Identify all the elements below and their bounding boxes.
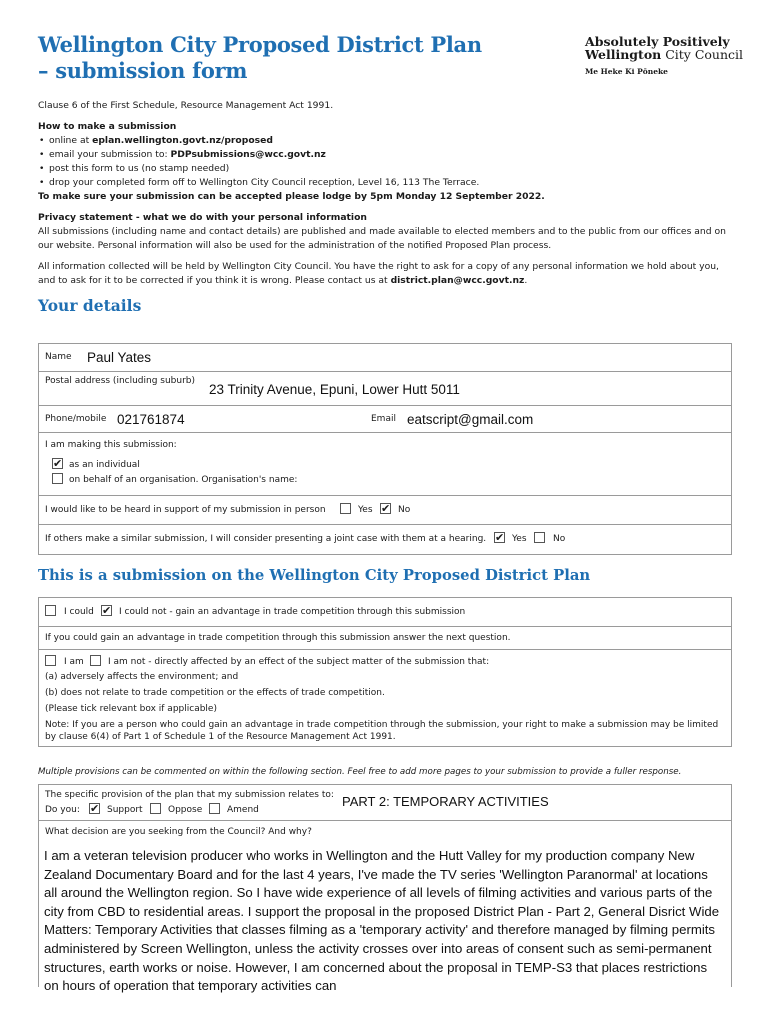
i-am-checkbox[interactable] [45, 655, 56, 666]
logo-line-2 [585, 48, 743, 61]
email-field[interactable]: eatscript@gmail.com [407, 412, 534, 427]
details-box [38, 343, 732, 555]
condition-b: (b) does not relate to trade competition or the effects of trade competition. [45, 688, 385, 698]
how-list [38, 134, 738, 190]
deadline-text: To make sure your submission can be accepted please lodge by 5pm Monday 12 September 2022. [38, 191, 545, 202]
checkmark-icon: ✔ [90, 802, 100, 815]
specific-provision-field[interactable]: PART 2: TEMPORARY ACTIVITIES [342, 794, 549, 809]
making-label: I am making this submission: [45, 440, 177, 450]
i-am-not-checkbox[interactable] [90, 655, 101, 666]
specific-provision-label: The specific provision of the plan that my submission relates to: [45, 790, 334, 800]
tick-note: (Please tick relevant box if applicable) [45, 704, 217, 714]
logo-city-council: City Council [661, 47, 744, 62]
joint-no-checkbox[interactable] [534, 532, 545, 543]
decision-label: What decision are you seeking from the Council? And why? [45, 827, 312, 837]
address-field[interactable]: 23 Trinity Avenue, Epuni, Lower Hutt 5011 [209, 382, 460, 397]
i-could-checkbox[interactable] [45, 605, 56, 616]
heard-no-label: No [398, 505, 411, 515]
joint-no-label: No [553, 534, 566, 544]
page-title [38, 32, 538, 84]
title-line-1: Wellington City Proposed District Plan [38, 32, 482, 57]
submission-heading: This is a submission on the Wellington City Proposed District Plan [38, 567, 591, 584]
condition-a: (a) adversely affects the environment; and [45, 672, 239, 682]
heard-no-checkbox[interactable] [380, 503, 391, 514]
phone-field[interactable]: 021761874 [117, 412, 185, 427]
name-field[interactable]: Paul Yates [87, 350, 152, 365]
phone-label: Phone/mobile [45, 414, 107, 424]
organisation-checkbox[interactable] [52, 473, 63, 484]
list-item: • email your submission to: PDPsubmissions@wcc.govt.nz [38, 148, 738, 162]
oppose-checkbox[interactable] [150, 803, 161, 814]
list-item: • post this form to us (no stamp needed) [38, 162, 738, 176]
privacy-paragraph-1: All submissions (including name and contact details) are published and made available to elected members and to the public from our offices and on our website. Personal information will also be used for the administration of the notified Proposed Plan process. [38, 226, 726, 251]
how-heading: How to make a submission [38, 121, 177, 132]
eplan-link[interactable]: eplan.wellington.govt.nz/proposed [92, 135, 273, 146]
clause-text: Clause 6 of the First Schedule, Resource Management Act 1991. [38, 100, 334, 111]
privacy-paragraph-2: All information collected will be held by Wellington City Council. You have the right to ask for a copy of any personal information we hold about you, and to ask for it to be corrected if you think it is wrong. Please contact us at district.plan@wcc.govt.nz. [38, 261, 719, 286]
support-checkbox[interactable] [89, 803, 100, 814]
heard-yes-label: Yes [358, 505, 373, 515]
individual-checkbox[interactable] [52, 458, 63, 469]
next-question-text: If you could gain an advantage in trade competition through this submission answer the next question. [45, 633, 511, 643]
i-could-not-label: I could not - gain an advantage in trade competition through this submission [119, 607, 466, 617]
organisation-label: on behalf of an organisation. Organisation's name: [69, 475, 298, 485]
logo-line-1: Absolutely Positively [585, 34, 730, 49]
district-plan-email-link[interactable]: district.plan@wcc.govt.nz [390, 275, 525, 286]
joint-question: If others make a similar submission, I will consider presenting a joint case with them at a hearing. [45, 534, 487, 544]
submission-email-link[interactable]: PDPsubmissions@wcc.govt.nz [170, 149, 326, 160]
address-label: Postal address (including suburb) [45, 376, 196, 386]
checkmark-icon: ✔ [53, 457, 63, 470]
name-label: Name [45, 352, 72, 362]
joint-yes-label: Yes [512, 534, 527, 544]
amend-label: Amend [227, 805, 259, 815]
heard-yes-checkbox[interactable] [340, 503, 351, 514]
council-logo [585, 35, 743, 76]
oppose-label: Oppose [168, 805, 203, 815]
heard-question: I would like to be heard in support of my submission in person [45, 505, 326, 515]
email-label: Email [371, 414, 396, 424]
logo-line-3: Me Heke Ki Pōneke [585, 67, 668, 76]
logo-wellington: Wellington [585, 47, 662, 62]
support-label: Support [107, 805, 143, 815]
individual-label: as an individual [69, 460, 140, 470]
note-text: Note: If you are a person who could gain an advantage in trade competition through the submission, your right to make a submission may be limited by clause 6(4) of Part 1 of Schedule 1 of the Resource Management Act 1991. [45, 720, 719, 742]
amend-checkbox[interactable] [209, 803, 220, 814]
i-could-not-checkbox[interactable] [101, 605, 112, 616]
checkmark-icon: ✔ [495, 531, 505, 544]
i-could-label: I could [64, 607, 94, 617]
trade-competition-box [38, 597, 732, 747]
privacy-heading: Privacy statement - what we do with your personal information [38, 212, 367, 223]
list-item: • drop your completed form off to Wellington City Council reception, Level 16, 113 The Terrace. [38, 176, 738, 190]
i-am-not-label: I am not - directly affected by an effect of the subject matter of the submission that: [108, 657, 490, 667]
checkmark-icon: ✔ [381, 502, 391, 515]
intro-section [38, 99, 738, 288]
do-you-label: Do you: [45, 805, 80, 815]
title-line-2: – submission form [38, 58, 248, 83]
joint-yes-checkbox[interactable] [494, 532, 505, 543]
i-am-label: I am [64, 657, 84, 667]
list-item: • online at eplan.wellington.govt.nz/proposed [38, 134, 738, 148]
provisions-intro: Multiple provisions can be commented on within the following section. Feel free to add more pages to your submission to provide a fuller response. [38, 767, 682, 777]
decision-textarea[interactable]: I am a veteran television producer who works in Wellington and the Hutt Valley for my production company New Zealand Documentary Board and for the last 4 years, I've made the TV series 'Wellington Paranormal' at locations all around the Wellington region. So I have wide experience of all levels of filming activities and various parts of the city from CBD to residential areas. I support the proposal in the proposed District Plan - Part 2, General Disrict Wide Matters: Temporary Activities that classes filming as a 'temporary activity' and therefore managed by filming permits administered by Screen Wellington, unless the activity crosses over into areas of consent such as semi-permanent structures, earth works or noise. However, I am concerned about the proposal in TEMP-S3 that places restrictions on hours of operation that temporary activities can [44, 848, 720, 994]
checkmark-icon: ✔ [102, 604, 112, 617]
your-details-heading: Your details [38, 296, 142, 315]
